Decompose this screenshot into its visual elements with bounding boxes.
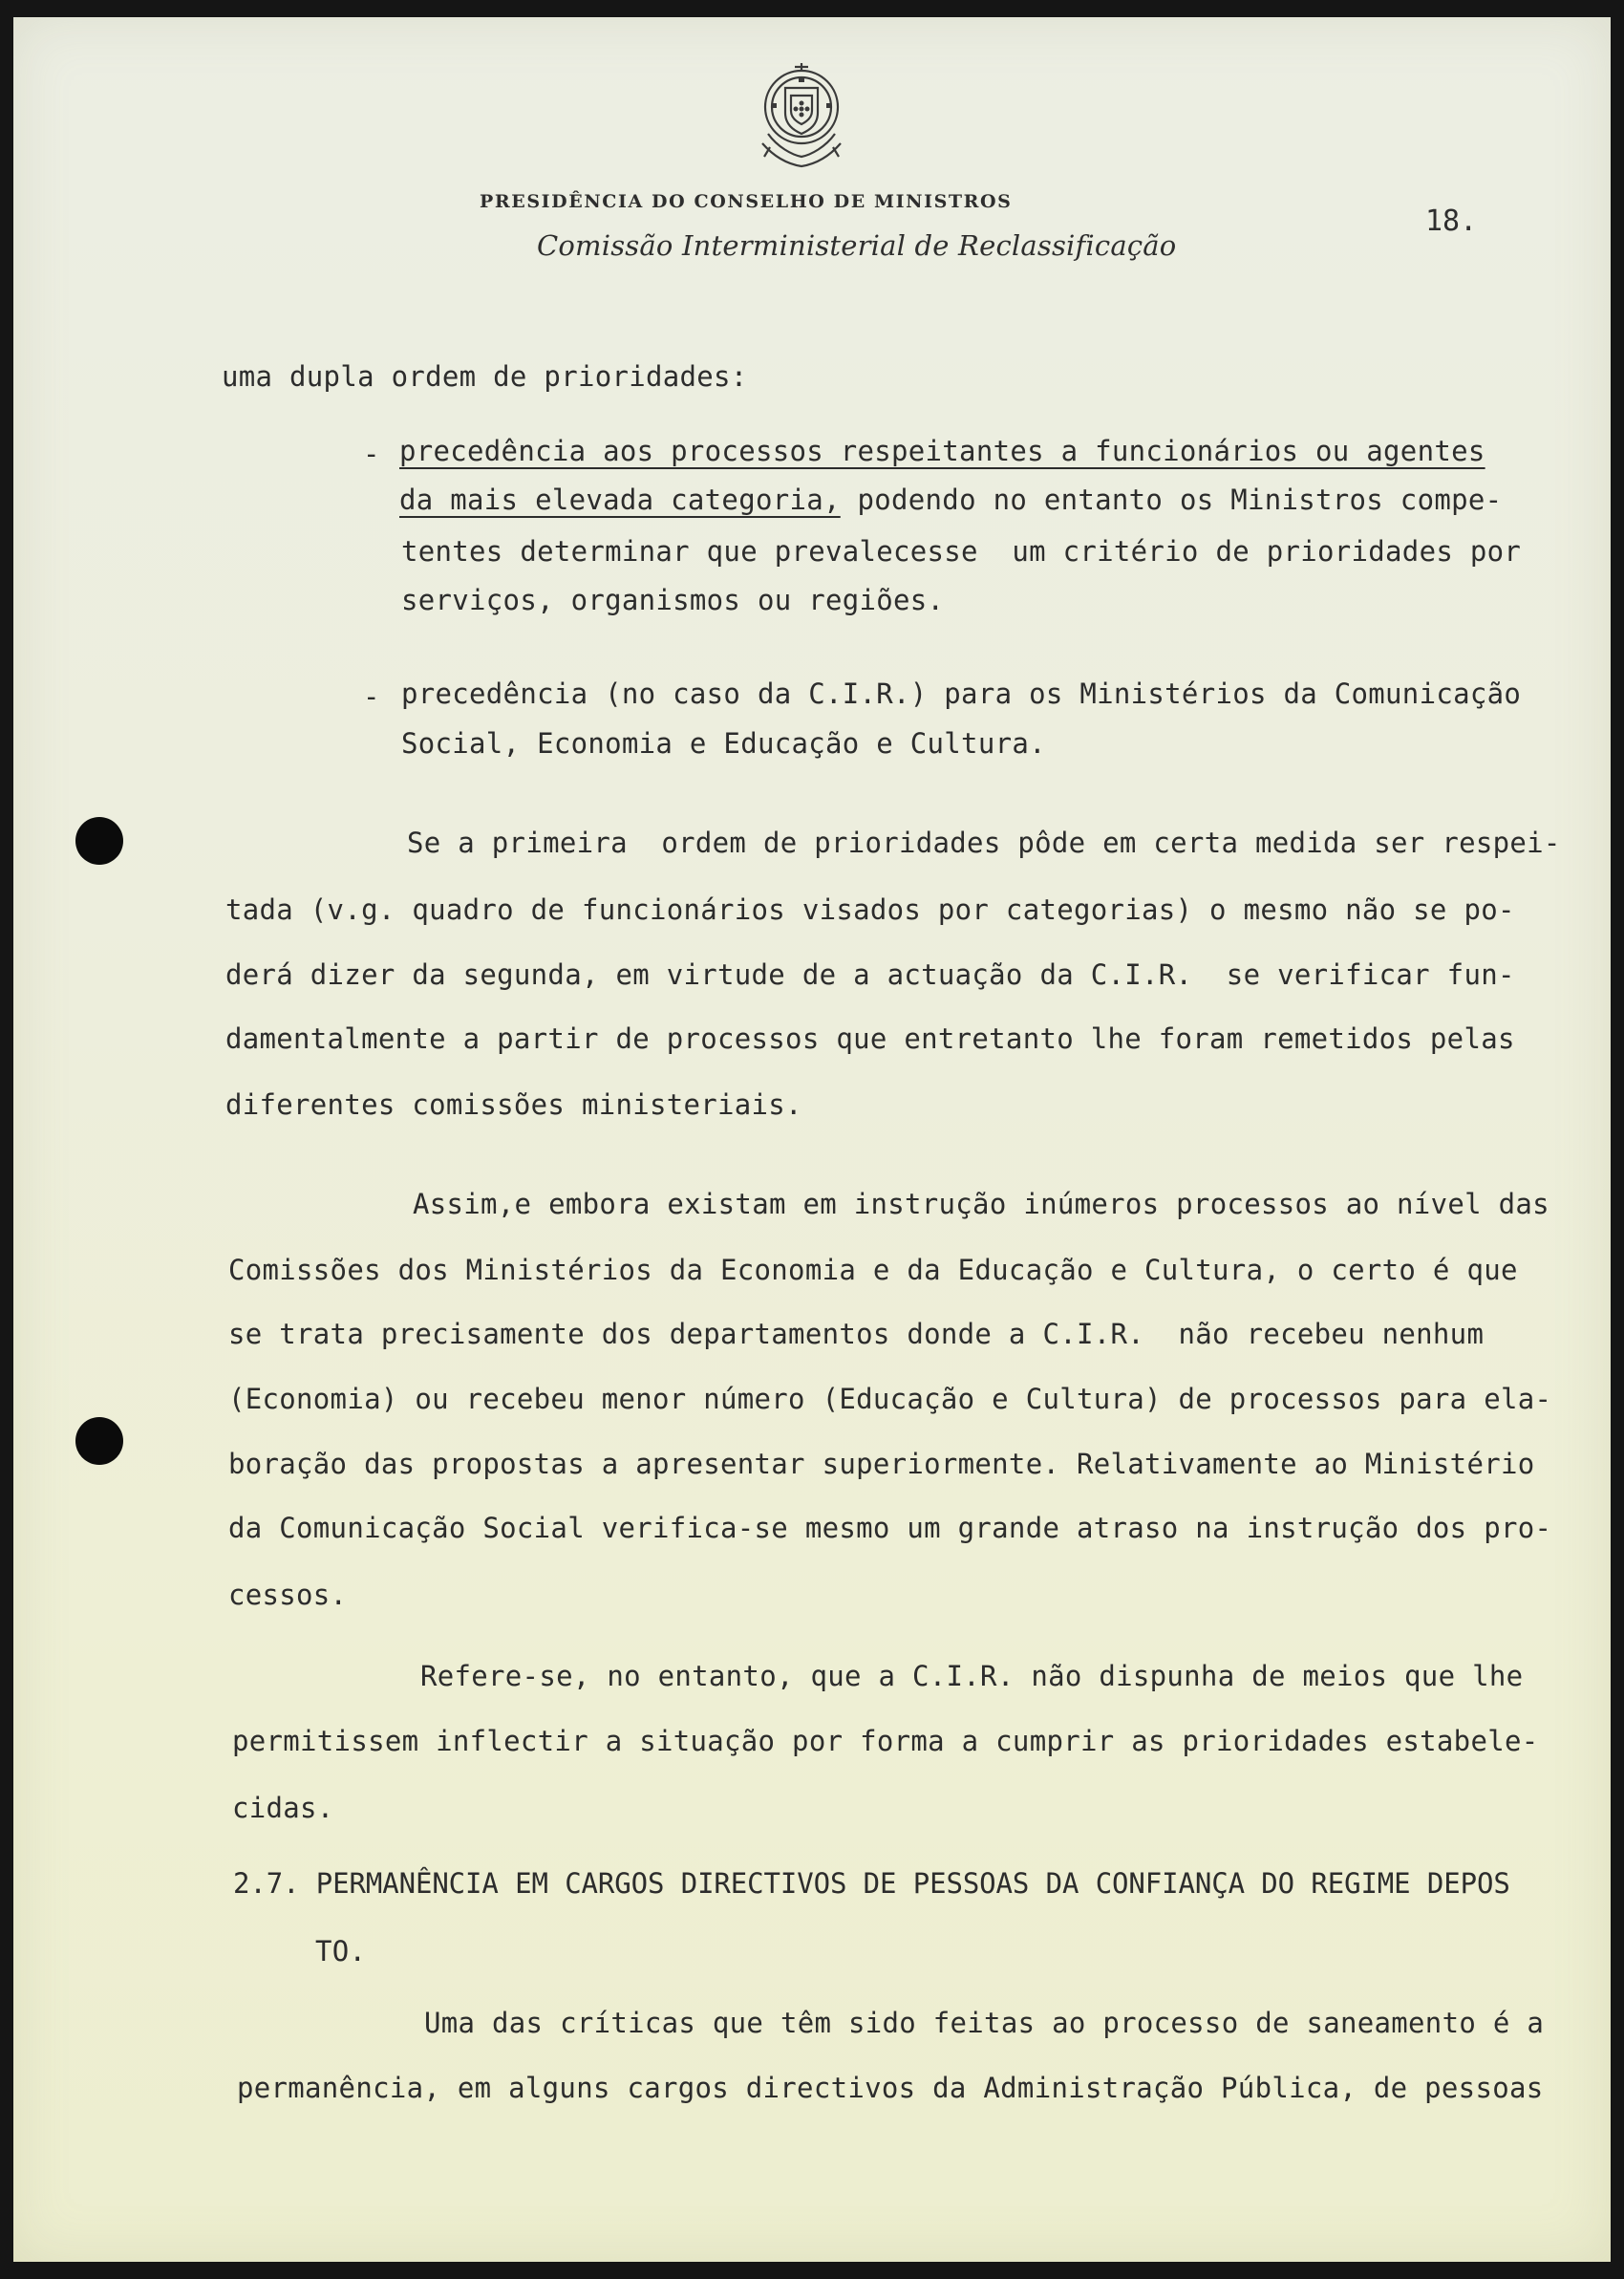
- paragraph1-line5: diferentes comissões ministeriais.: [225, 1088, 802, 1121]
- bullet1-underlined-phrase: da mais elevada categoria,: [399, 484, 841, 516]
- punch-hole-top: [75, 817, 123, 865]
- paragraph1-line1: Se a primeira ordem de prioridades pôde em certa medida ser respei-: [407, 827, 1561, 859]
- bullet-dash-2: -: [363, 680, 380, 713]
- document-page: [13, 17, 1611, 2262]
- section-heading-line1: 2.7. PERMANÊNCIA EM CARGOS DIRECTIVOS DE PESSOAS DA CONFIANÇA DO REGIME DEPOS: [233, 1867, 1510, 1900]
- commission-header: Comissão Interministerial de Reclassificação: [537, 229, 1177, 262]
- paragraph2-line5: boração das propostas a apresentar superiormente. Relativamente ao Ministério: [228, 1448, 1535, 1480]
- bullet1-line2-rest: podendo no entanto os Ministros compe-: [840, 484, 1503, 516]
- paragraph3-line2: permitissem inflectir a situação por forma a cumprir as prioridades estabele-: [232, 1725, 1539, 1757]
- paragraph2-line3: se trata precisamente dos departamentos donde a C.I.R. não recebeu nenhum: [228, 1318, 1485, 1350]
- paragraph2-line2: Comissões dos Ministérios da Economia e da Educação e Cultura, o certo é que: [228, 1254, 1518, 1286]
- paragraph2-line7: cessos.: [228, 1579, 348, 1611]
- bullet-dash-1: -: [363, 438, 380, 470]
- paragraph2-line1: Assim,e embora existam em instrução inúmeros processos ao nível das: [413, 1188, 1549, 1220]
- bullet1-line2: [399, 486, 1502, 514]
- paragraph2-line6: da Comunicação Social verifica-se mesmo um grande atraso na instrução dos pro-: [228, 1512, 1552, 1544]
- ministry-header: PRESIDÊNCIA DO CONSELHO DE MINISTROS: [480, 191, 1013, 212]
- bullet1-line3: tentes determinar que prevalecesse um critério de prioridades por: [401, 535, 1522, 568]
- paragraph4-line1: Uma das críticas que têm sido feitas ao processo de saneamento é a: [424, 2007, 1545, 2039]
- paragraph3-line3: cidas.: [232, 1792, 334, 1824]
- paragraph1-line4: damentalmente a partir de processos que entretanto lhe foram remetidos pelas: [225, 1022, 1515, 1055]
- bullet2-line2: Social, Economia e Educação e Cultura.: [401, 727, 1046, 760]
- paragraph3-line1: Refere-se, no entanto, que a C.I.R. não dispunha de meios que lhe: [420, 1660, 1524, 1692]
- paragraph2-line4: (Economia) ou recebeu menor número (Educação e Cultura) de processos para ela-: [228, 1383, 1552, 1415]
- paragraph4-line2: permanência, em alguns cargos directivos da Administração Pública, de pessoas: [237, 2072, 1544, 2104]
- punch-hole-bottom: [75, 1417, 123, 1465]
- bullet1-line4: serviços, organismos ou regiões.: [401, 584, 945, 616]
- bullet2-line1: precedência (no caso da C.I.R.) para os Ministérios da Comunicação: [401, 677, 1522, 710]
- page-number: 18.: [1425, 204, 1478, 238]
- section-heading-line2: TO.: [315, 1935, 367, 1967]
- paragraph1-line3: derá dizer da segunda, em virtude de a actuação da C.I.R. se verificar fun-: [225, 958, 1515, 991]
- coat-of-arms-seal-icon: [749, 59, 854, 172]
- bullet1-line1: precedência aos processos respeitantes a funcionários ou agentes: [399, 435, 1485, 467]
- intro-line: uma dupla ordem de prioridades:: [222, 360, 748, 393]
- paragraph1-line2: tada (v.g. quadro de funcionários visados por categorias) o mesmo não se po-: [225, 893, 1515, 926]
